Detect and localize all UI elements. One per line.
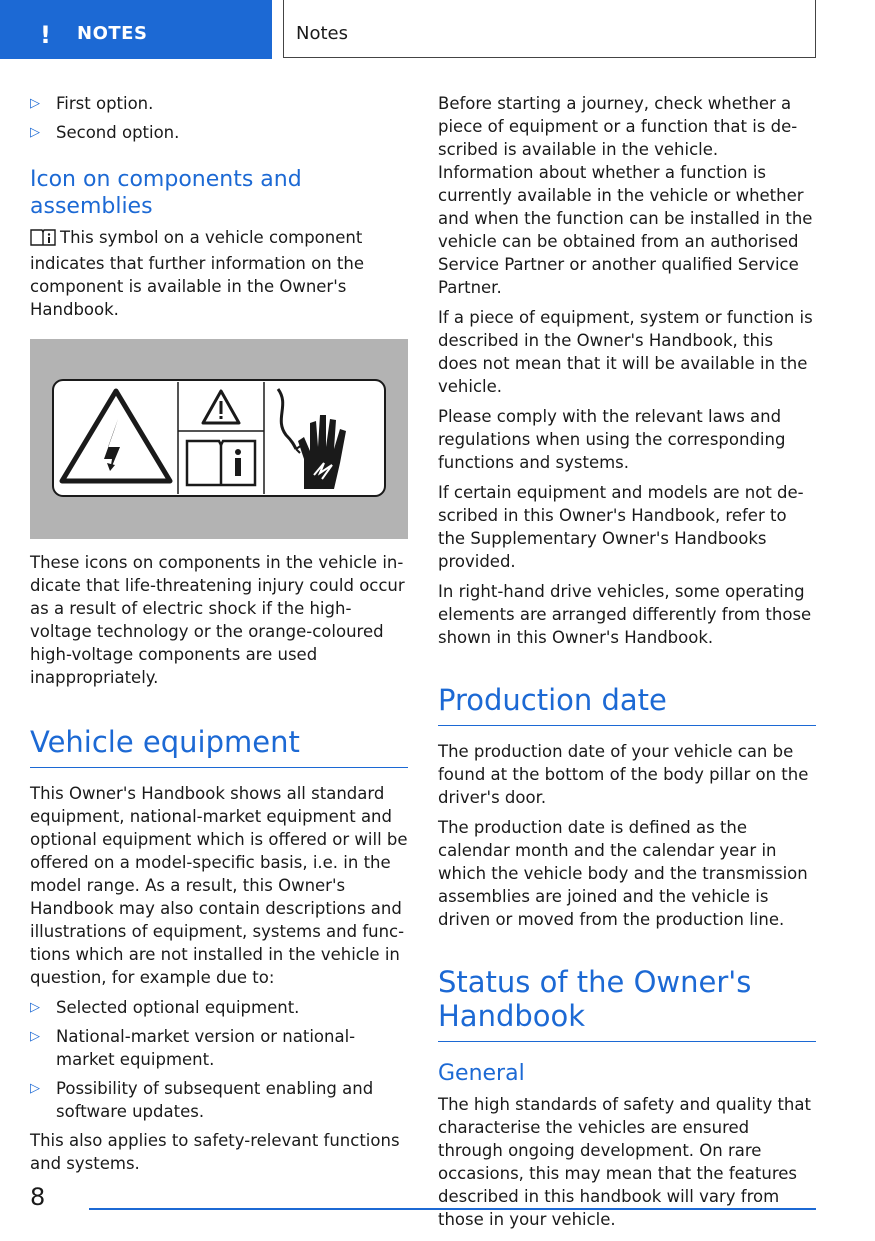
- production-date-paragraph-2: The production date is defined as the calendar month and the calendar year in which the vehicle body and the transmission assemblies are joined and the vehicle is driven or moved from the production line.: [438, 818, 808, 929]
- notes-icon: !: [40, 21, 51, 49]
- high-voltage-warning-figure: [30, 339, 408, 539]
- section-tab-label: NOTES: [77, 23, 148, 44]
- icon-paragraph: This symbol on a vehicle component indicates that further information on the component is available in the Owner's Handbook.: [30, 228, 365, 319]
- equipment-reasons-list: [30, 996, 408, 1123]
- check-equipment-paragraph: Before starting a journey, check whether a piece of equipment or a function that is described is available in the vehicle. Information about whether a function is currently available in the vehicle or whether and when the function can be installed in the vehicle can be obtained from an authorised Service Partner or another qualified Service Partner.: [438, 94, 813, 297]
- supplementary-paragraph: If certain equipment and models are not described in this Owner's Handbook, refer to the Supplementary Owner's Handbooks provided.: [438, 483, 804, 571]
- icon-heading: Icon on components and assemblies: [30, 167, 302, 219]
- vehicle-equipment-heading: Vehicle equipment: [30, 725, 408, 768]
- availability-paragraph: If a piece of equipment, system or function is described in the Owner's Handbook, this does not mean that it will be available in the vehicle.: [438, 308, 813, 396]
- production-date-paragraph-1: The production date of your vehicle can be found at the bottom of the body pillar on the driver's door.: [438, 742, 809, 807]
- safety-functions-paragraph: This also applies to safety-relevant functions and systems.: [30, 1131, 400, 1173]
- production-date-heading: Production date: [438, 683, 816, 726]
- warning-paragraph: These icons on components in the vehicle indicate that life-threatening injury could occur as a result of electric shock if the high-voltage technology or the orange-coloured high-voltage components are used inappropriately.: [30, 553, 405, 687]
- left-column: [30, 92, 408, 1182]
- list-item: ▷ Selected optional equipment.: [30, 998, 300, 1017]
- right-hand-drive-paragraph: In right-hand drive vehicles, some operating elements are arranged differently from those shown in this Owner's Handbook.: [438, 582, 812, 647]
- general-paragraph: The high standards of safety and quality that characterise the vehicles are ensured through ongoing development. On rare occasions, this may mean that the features described in this handbook will vary from those in your vehicle.: [438, 1095, 811, 1229]
- vehicle-equipment-paragraph: This Owner's Handbook shows all standard equipment, national-market equipment and optional equipment which is offered or will be offered on a model-specific basis, i.e. in the model range. As a result, this Owner's Handbook may also contain descriptions and illustrations of equipment, systems and functions which are not installed in the vehicle in question, for example due to:: [30, 784, 408, 987]
- laws-paragraph: Please comply with the relevant laws and regulations when using the corresponding functions and systems.: [438, 407, 786, 472]
- section-tab: [0, 0, 272, 59]
- list-item: ▷ Possibility of subsequent enabling and software updates.: [30, 1079, 374, 1121]
- bullet-triangle-icon: ▷: [30, 1000, 40, 1015]
- list-item: ▷ Second option.: [30, 123, 180, 142]
- bullet-triangle-icon: ▷: [30, 1081, 40, 1096]
- list-item: ▷ National-market version or national-market equipment.: [30, 1027, 356, 1069]
- bullet-triangle-icon: ▷: [30, 125, 40, 140]
- list-item: ▷ First option.: [30, 94, 154, 113]
- section-title-box: [283, 0, 816, 58]
- footer-divider: [89, 1208, 816, 1210]
- handbook-status-heading: Status of the Owner's Handbook: [438, 965, 816, 1042]
- owners-handbook-icon: [30, 228, 56, 252]
- option-list: [30, 92, 408, 144]
- bullet-triangle-icon: ▷: [30, 1029, 40, 1044]
- right-column: [438, 92, 816, 1238]
- general-heading: General: [438, 1061, 525, 1086]
- page-number: 8: [30, 1183, 46, 1211]
- bullet-triangle-icon: ▷: [30, 96, 40, 111]
- section-title: Notes: [296, 23, 348, 44]
